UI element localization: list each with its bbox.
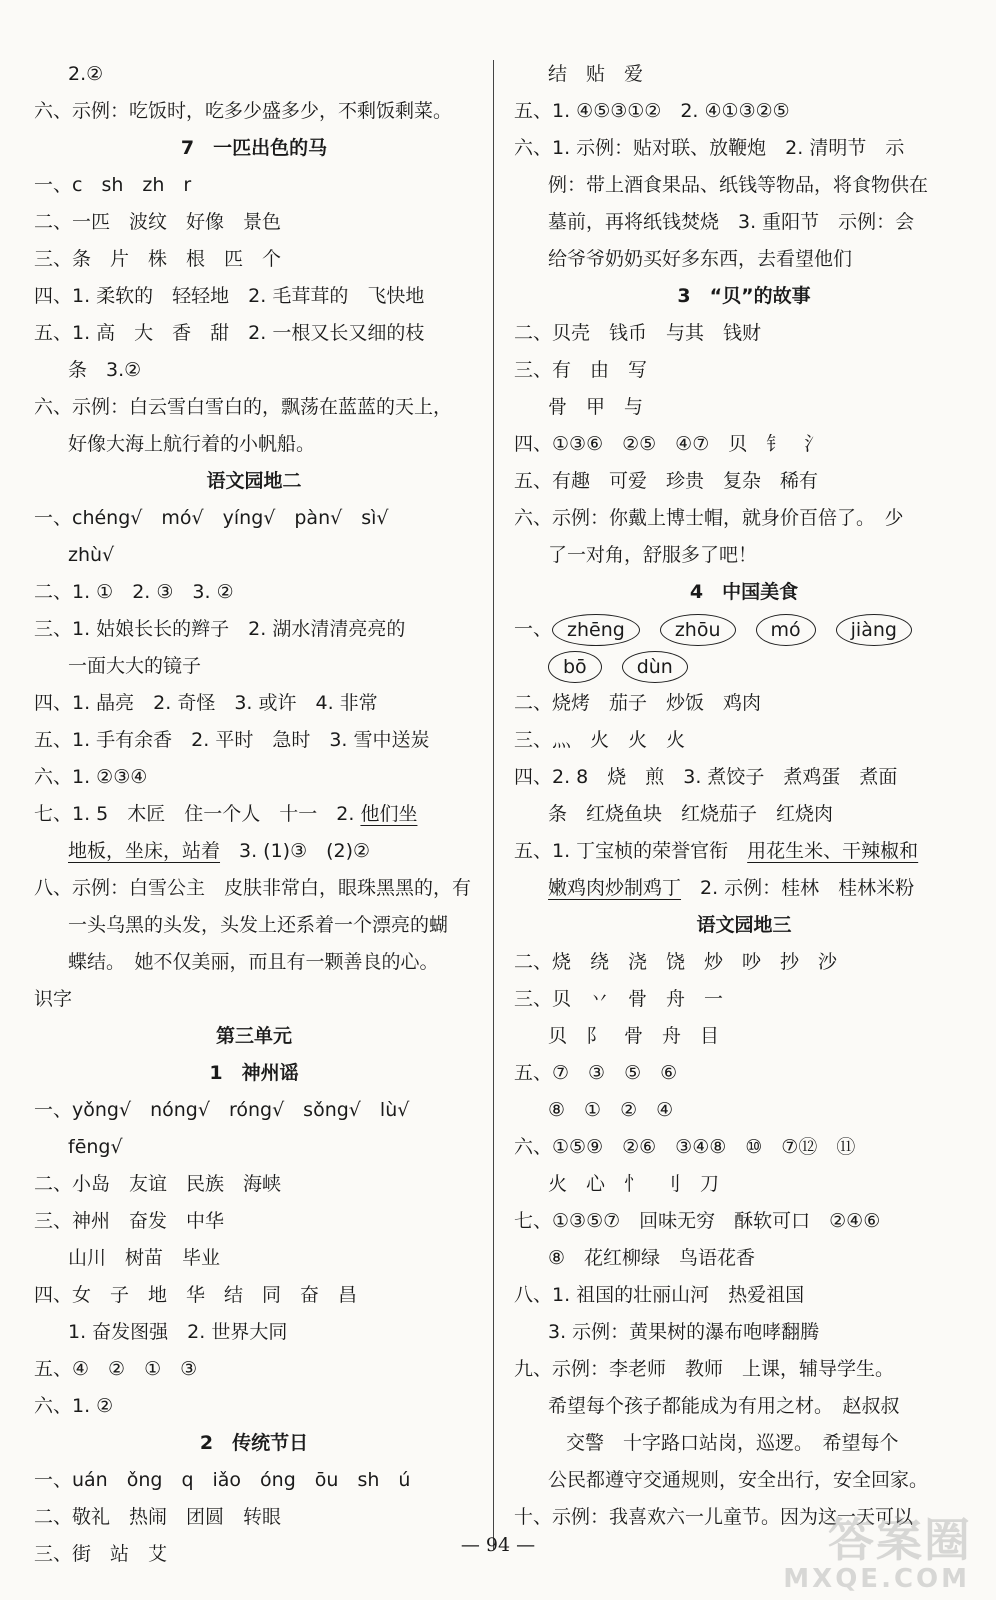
answer-line [34,907,474,944]
answer-line [514,426,974,463]
answer-line [34,611,474,648]
line-text: 二、烧烤 茄子 炒饭 鸡肉 [514,692,762,714]
line-prefix: 一、 [514,618,553,640]
answer-line [34,574,474,611]
line-text: 五、1. 高 大 香 甜 2. 一根又长又细的枝 [34,322,425,344]
section-title [34,1018,474,1055]
line-text: 五、⑦ ③ ⑤ ⑥ [514,1062,678,1084]
section-title [514,574,974,611]
line-text: 交警 十字路口站岗，巡逻。 希望每个 [566,1432,899,1454]
answer-line [34,648,474,685]
circled-pinyin: mó [756,614,816,646]
line-text: ⑧ ① ② ④ [548,1099,674,1121]
answer-line [34,389,474,426]
answer-line [34,241,474,278]
answer-line [34,278,474,315]
answer-line [34,315,474,352]
answer-line [514,352,974,389]
answer-line [34,1166,474,1203]
answer-line [514,796,974,833]
answer-line [514,1166,974,1203]
line-text: 八、示例：白雪公主 皮肤非常白，眼珠黑黑的，有 [34,877,472,899]
answer-line [514,1129,974,1166]
section-title [34,463,474,500]
line-text: zhù√ [68,544,115,566]
answer-line [34,1277,474,1314]
underlined-answer: 嫩鸡肉炒制鸡丁 [548,877,682,899]
line-text: 公民都遵守交通规则，安全出行，安全回家。 [548,1469,929,1491]
answer-line [514,981,974,1018]
line-text: 结 贴 爱 [548,63,644,85]
page-number: — 94 — [460,1534,536,1556]
answer-line [34,426,474,463]
circled-pinyin: jiàng [836,614,912,646]
line-text: 2.② [68,63,104,85]
line-text: 条 红烧鱼块 红烧茄子 红烧肉 [548,803,834,825]
line-text: 三、有 由 写 [514,359,648,381]
answer-line [514,315,974,352]
answer-line [514,944,974,981]
line-text: 一、chéng√ mó√ yíng√ pàn√ sì√ [34,507,389,529]
line-text: 九、示例：李老师 教师 上课，辅导学生。 [514,1358,895,1380]
line-text: 火 心 忄 刂 刀 [548,1173,720,1195]
line-text: 七、①③⑤⑦ 回味无穷 酥软可口 ②④⑥ [514,1210,881,1232]
answer-line [34,1351,474,1388]
answer-line [514,1240,974,1277]
line-text: 六、示例：你戴上博士帽，就身价百倍了。 少 [514,507,904,529]
line-text: 五、1. 丁宝桢的荣誉官衔 [514,840,748,862]
line-text: 给爷爷奶奶买好多东西，去看望他们 [548,248,853,270]
answer-line [514,1277,974,1314]
line-text: 三、条 片 株 根 匹 个 [34,248,282,270]
answer-line [34,1240,474,1277]
answer-line [514,1351,974,1388]
line-text: 二、小岛 友谊 民族 海峡 [34,1173,282,1195]
line-text: 七、1. 5 木匠 住一个人 十一 2. [34,803,361,825]
line-text: 条 3.② [68,359,142,381]
section-title [34,130,474,167]
answer-line [514,759,974,796]
answer-line [34,796,474,833]
answer-line [34,1129,474,1166]
answer-line [34,1462,474,1499]
answer-line [514,167,974,204]
answer-line [514,611,974,648]
line-text: 三、神州 奋发 中华 [34,1210,225,1232]
answer-line [514,500,974,537]
answer-line [514,56,974,93]
line-text: 骨 甲 与 [548,396,644,418]
line-text: 蝶结。 她不仅美丽，而且有一颗善良的心。 [68,951,439,973]
line-text: 三、街 站 艾 [34,1543,168,1565]
answer-line [514,870,974,907]
answer-line [514,93,974,130]
line-text: 2 传统节日 [199,1432,309,1454]
answer-line [34,167,474,204]
answer-line [34,537,474,574]
answer-line [34,1092,474,1129]
line-text: 六、示例：白云雪白雪白的，飘荡在蓝蓝的天上， [34,396,453,418]
line-text: 二、贝壳 钱币 与其 钱财 [514,322,762,344]
line-text: 六、1. ②③④ [34,766,148,788]
column-divider [493,60,494,1550]
answer-line [514,463,974,500]
line-text: 了一对角，舒服多了吧！ [548,544,758,566]
line-text: 三、灬 火 火 火 [514,729,686,751]
answer-line [514,204,974,241]
line-text: ⑧ 花红柳绿 鸟语花香 [548,1247,756,1269]
answer-line [34,93,474,130]
line-text: 好像大海上航行着的小帆船。 [68,433,316,455]
answer-line [34,204,474,241]
line-text: 1 神州谣 [209,1062,299,1084]
line-text: 八、1. 祖国的壮丽山河 热爱祖国 [514,1284,805,1306]
line-text: 五、1. ④⑤③①② 2. ④①③②⑤ [514,100,790,122]
answer-line [514,537,974,574]
line-text: 六、示例：吃饭时，吃多少盛多少，不剩饭剩菜。 [34,100,453,122]
answer-line [514,1388,974,1425]
line-text-after: 3. (1)③ (2)② [220,840,371,862]
circled-pinyin: zhēng [552,614,640,646]
line-text: 第三单元 [215,1025,292,1047]
line-text: 二、一匹 波纹 好像 景色 [34,211,282,233]
line-text: 四、①③⑥ ②⑤ ④⑦ 贝 钅 氵 [514,433,824,455]
line-text: 一、uán ǒng q iǎo óng ōu sh ú [34,1469,411,1491]
line-text: 三、贝 丷 骨 舟 一 [514,988,724,1010]
line-text: 六、1. 示例：贴对联、放鞭炮 2. 清明节 示 [514,137,905,159]
answer-line [34,759,474,796]
answer-line [34,352,474,389]
answer-line [34,722,474,759]
section-title [514,907,974,944]
line-text: 识字 [34,988,73,1010]
line-text: 二、1. ① 2. ③ 3. ② [34,581,234,603]
line-text: 三、1. 姑娘长长的辫子 2. 湖水清清亮亮的 [34,618,406,640]
line-text: 3. 示例：黄果树的瀑布咆哮翻腾 [548,1321,820,1343]
answer-line [514,1055,974,1092]
line-text: 例：带上酒食果品、纸钱等物品，将食物供在 [548,174,929,196]
line-text: 山川 树苗 毕业 [68,1247,221,1269]
line-text: 四、2. 8 烧 煎 3. 煮饺子 煮鸡蛋 煮面 [514,766,898,788]
line-text: 语文园地二 [206,470,302,492]
answer-line [34,981,474,1018]
line-text: 一、yǒng√ nóng√ róng√ sǒng√ lù√ [34,1099,410,1121]
line-text: 六、1. ② [34,1395,114,1417]
circled-pinyin: bō [548,651,602,683]
line-text: 五、④ ② ① ③ [34,1358,198,1380]
left-column [34,56,474,1573]
answer-line [34,1314,474,1351]
line-text: 墓前，再将纸钱焚烧 3. 重阳节 示例：会 [548,211,915,233]
answer-line [34,56,474,93]
line-text: 贝 阝 骨 舟 目 [548,1025,720,1047]
answer-line [514,241,974,278]
answer-line [34,944,474,981]
line-text: 五、1. 手有余香 2. 平时 急时 3. 雪中送炭 [34,729,430,751]
line-text: 一面大大的镜子 [68,655,202,677]
answer-line [34,1388,474,1425]
underlined-answer: 他们坐 [360,803,418,825]
answer-line [34,1499,474,1536]
answer-line [514,1203,974,1240]
answer-line [34,1203,474,1240]
line-text: 四、1. 柔软的 轻轻地 2. 毛茸茸的 飞快地 [34,285,425,307]
line-text: 3 “贝”的故事 [677,285,811,307]
answer-line [514,722,974,759]
watermark-logo: 答案圈 [828,1513,972,1567]
line-text: 一头乌黑的头发，头发上还系着一个漂亮的蝴 [68,914,449,936]
line-text: 希望每个孩子都能成为有用之材。 赵叔叔 [548,1395,900,1417]
answer-line [34,870,474,907]
answer-line [514,1018,974,1055]
answer-line [514,833,974,870]
line-text: 二、敬礼 热闹 团圆 转眼 [34,1506,282,1528]
line-text: fēng√ [68,1136,123,1158]
answer-line [514,685,974,722]
answer-line [34,500,474,537]
underlined-answer: 用花生米、干辣椒和 [747,840,919,862]
circled-pinyin: zhōu [660,614,736,646]
circled-pinyin: dùn [622,651,688,683]
line-text: 二、烧 绕 浇 饶 炒 吵 抄 沙 [514,951,838,973]
section-title [34,1425,474,1462]
answer-line [514,130,974,167]
answer-line [514,1314,974,1351]
answer-line [34,685,474,722]
section-title [34,1055,474,1092]
line-text: 六、①⑤⑨ ②⑥ ③④⑧ ⑩ ⑦⑫ ⑪ [514,1136,856,1158]
answer-line [514,1092,974,1129]
line-text: 五、有趣 可爱 珍贵 复杂 稀有 [514,470,819,492]
line-text: 4 中国美食 [689,581,799,603]
line-text-after: 2. 示例：桂林 桂林米粉 [681,877,915,899]
line-text: 7 一匹出色的马 [180,137,328,159]
right-column [514,56,974,1536]
section-title [514,278,974,315]
line-text: 十、示例：我喜欢六一儿童节。因为这一天可以 [514,1506,914,1528]
line-text: 语文园地三 [696,914,792,936]
watermark-url: MXQE.COM [783,1564,970,1594]
line-text: 四、女 子 地 华 结 同 奋 昌 [34,1284,358,1306]
answer-line [514,648,974,685]
answer-line [514,1425,974,1462]
answer-line [514,389,974,426]
line-text: 一、c sh zh r [34,174,192,196]
answer-line [34,833,474,870]
underlined-answer: 地板，坐床，站着 [68,840,221,862]
line-text: 四、1. 晶亮 2. 奇怪 3. 或许 4. 非常 [34,692,378,714]
line-text: 1. 奋发图强 2. 世界大同 [68,1321,288,1343]
answer-line [514,1462,974,1499]
